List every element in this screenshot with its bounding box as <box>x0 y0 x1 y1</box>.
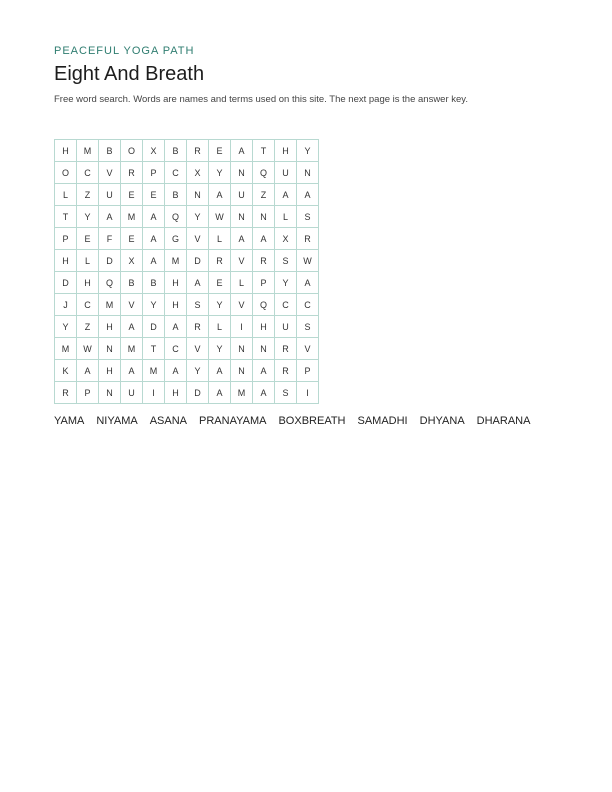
grid-cell: C <box>275 294 297 316</box>
grid-cell: Y <box>55 316 77 338</box>
grid-cell: A <box>77 360 99 382</box>
grid-cell: N <box>297 162 319 184</box>
grid-cell: X <box>275 228 297 250</box>
grid-cell: B <box>121 272 143 294</box>
grid-cell: D <box>187 382 209 404</box>
grid-cell: V <box>99 162 121 184</box>
grid-cell: E <box>77 228 99 250</box>
grid-cell: Q <box>253 162 275 184</box>
grid-cell: V <box>187 228 209 250</box>
grid-cell: D <box>99 250 121 272</box>
grid-cell: B <box>165 140 187 162</box>
grid-cell: R <box>253 250 275 272</box>
grid-cell: Q <box>165 206 187 228</box>
grid-cell: R <box>297 228 319 250</box>
grid-cell: N <box>231 338 253 360</box>
grid-cell: T <box>253 140 275 162</box>
grid-cell: C <box>165 162 187 184</box>
grid-cell: U <box>275 162 297 184</box>
word-list-item: DHARANA <box>476 415 531 427</box>
grid-cell: H <box>99 360 121 382</box>
grid-cell: A <box>253 382 275 404</box>
grid-cell: B <box>99 140 121 162</box>
grid-cell: P <box>55 228 77 250</box>
grid-cell: C <box>77 162 99 184</box>
grid-row <box>55 294 319 316</box>
grid-cell: M <box>143 360 165 382</box>
grid-cell: A <box>275 184 297 206</box>
grid-cell: E <box>209 140 231 162</box>
grid-cell: S <box>187 294 209 316</box>
grid-row <box>55 360 319 382</box>
grid-cell: V <box>231 250 253 272</box>
grid-cell: W <box>209 206 231 228</box>
grid-cell: L <box>209 316 231 338</box>
grid-cell: A <box>253 360 275 382</box>
grid-cell: A <box>209 382 231 404</box>
grid-row <box>55 272 319 294</box>
grid-row <box>55 250 319 272</box>
grid-cell: A <box>143 250 165 272</box>
grid-cell: A <box>121 360 143 382</box>
word-list-item: YAMA <box>54 415 85 427</box>
grid-cell: A <box>209 360 231 382</box>
grid-row <box>55 184 319 206</box>
word-list-item: DHYANA <box>419 415 465 427</box>
grid-cell: M <box>121 338 143 360</box>
grid-cell: A <box>297 272 319 294</box>
grid-cell: M <box>55 338 77 360</box>
grid-cell: P <box>77 382 99 404</box>
word-list <box>54 415 530 427</box>
grid-cell: R <box>275 338 297 360</box>
grid-cell: X <box>143 140 165 162</box>
grid-cell: O <box>55 162 77 184</box>
grid-cell: T <box>55 206 77 228</box>
page-subtitle: Free word search. Words are names and terms used on this site. The next page is the answer key. <box>54 94 468 105</box>
grid-cell: Y <box>209 294 231 316</box>
grid-cell: X <box>187 162 209 184</box>
grid-cell: E <box>209 272 231 294</box>
grid-cell: W <box>297 250 319 272</box>
grid-cell: U <box>275 316 297 338</box>
grid-cell: Z <box>77 316 99 338</box>
grid-cell: N <box>99 382 121 404</box>
grid-cell: V <box>297 338 319 360</box>
grid-cell: E <box>143 184 165 206</box>
grid-cell: A <box>187 272 209 294</box>
grid-cell: R <box>55 382 77 404</box>
grid-cell: L <box>231 272 253 294</box>
grid-cell: A <box>143 206 165 228</box>
grid-cell: S <box>297 316 319 338</box>
grid-cell: H <box>99 316 121 338</box>
grid-cell: N <box>99 338 121 360</box>
word-list-item: ASANA <box>149 415 188 427</box>
grid-cell: D <box>55 272 77 294</box>
grid-cell: B <box>143 272 165 294</box>
grid-cell: G <box>165 228 187 250</box>
grid-cell: U <box>121 382 143 404</box>
grid-cell: Z <box>253 184 275 206</box>
grid-row <box>55 228 319 250</box>
grid-row <box>55 140 319 162</box>
grid-cell: P <box>143 162 165 184</box>
grid-row <box>55 206 319 228</box>
word-list-item: SAMADHI <box>357 415 408 427</box>
grid-cell: C <box>297 294 319 316</box>
word-search-grid <box>54 139 319 404</box>
grid-cell: M <box>77 140 99 162</box>
grid-cell: N <box>187 184 209 206</box>
grid-cell: V <box>231 294 253 316</box>
grid-cell: Y <box>275 272 297 294</box>
grid-cell: H <box>55 250 77 272</box>
grid-cell: W <box>77 338 99 360</box>
grid-cell: A <box>99 206 121 228</box>
grid-cell: Y <box>187 360 209 382</box>
grid-cell: I <box>143 382 165 404</box>
grid-row <box>55 382 319 404</box>
grid-cell: L <box>275 206 297 228</box>
grid-cell: Y <box>209 338 231 360</box>
grid-cell: F <box>99 228 121 250</box>
grid-cell: H <box>55 140 77 162</box>
grid-cell: C <box>165 338 187 360</box>
grid-cell: E <box>121 184 143 206</box>
grid-row <box>55 316 319 338</box>
grid-cell: L <box>209 228 231 250</box>
grid-cell: A <box>209 184 231 206</box>
grid-cell: H <box>165 382 187 404</box>
grid-cell: X <box>121 250 143 272</box>
grid-row <box>55 162 319 184</box>
grid-cell: H <box>165 294 187 316</box>
grid-cell: R <box>121 162 143 184</box>
grid-cell: N <box>231 360 253 382</box>
grid-cell: V <box>187 338 209 360</box>
word-list-item: BOXBREATH <box>278 415 346 427</box>
grid-cell: N <box>253 206 275 228</box>
grid-cell: K <box>55 360 77 382</box>
grid-cell: M <box>121 206 143 228</box>
grid-cell: C <box>77 294 99 316</box>
grid-cell: I <box>231 316 253 338</box>
grid-cell: N <box>231 162 253 184</box>
grid-cell: P <box>253 272 275 294</box>
grid-cell: M <box>231 382 253 404</box>
grid-cell: A <box>297 184 319 206</box>
page-title: Eight And Breath <box>54 63 205 85</box>
grid-cell: A <box>231 228 253 250</box>
grid-cell: H <box>77 272 99 294</box>
grid-cell: M <box>99 294 121 316</box>
grid-cell: H <box>275 140 297 162</box>
grid-cell: A <box>231 140 253 162</box>
grid-cell: L <box>55 184 77 206</box>
grid-cell: Y <box>297 140 319 162</box>
grid-cell: R <box>275 360 297 382</box>
grid-cell: Y <box>209 162 231 184</box>
grid-cell: Z <box>77 184 99 206</box>
grid-cell: D <box>143 316 165 338</box>
word-list-item: PRANAYAMA <box>199 415 267 427</box>
grid-row <box>55 338 319 360</box>
grid-cell: S <box>297 206 319 228</box>
grid-cell: Y <box>77 206 99 228</box>
grid-cell: M <box>165 250 187 272</box>
grid-cell: U <box>99 184 121 206</box>
grid-cell: O <box>121 140 143 162</box>
grid-cell: I <box>297 382 319 404</box>
grid-cell: D <box>187 250 209 272</box>
grid-cell: P <box>297 360 319 382</box>
grid-cell: V <box>121 294 143 316</box>
grid-cell: Y <box>143 294 165 316</box>
grid-cell: Y <box>187 206 209 228</box>
site-brand: PEACEFUL YOGA PATH <box>54 45 195 57</box>
grid-cell: Q <box>99 272 121 294</box>
grid-cell: R <box>209 250 231 272</box>
word-list-item: NIYAMA <box>96 415 138 427</box>
grid-cell: H <box>253 316 275 338</box>
grid-cell: A <box>165 316 187 338</box>
grid-cell: Q <box>253 294 275 316</box>
grid-cell: H <box>165 272 187 294</box>
grid-cell: A <box>121 316 143 338</box>
grid-cell: S <box>275 382 297 404</box>
grid-cell: A <box>165 360 187 382</box>
grid-cell: S <box>275 250 297 272</box>
grid-cell: R <box>187 316 209 338</box>
grid-cell: N <box>253 338 275 360</box>
grid-cell: J <box>55 294 77 316</box>
grid-cell: B <box>165 184 187 206</box>
grid-cell: N <box>231 206 253 228</box>
grid-cell: L <box>77 250 99 272</box>
grid-cell: E <box>121 228 143 250</box>
grid-cell: U <box>231 184 253 206</box>
grid-cell: T <box>143 338 165 360</box>
grid-cell: A <box>253 228 275 250</box>
grid-cell: A <box>143 228 165 250</box>
grid-cell: R <box>187 140 209 162</box>
